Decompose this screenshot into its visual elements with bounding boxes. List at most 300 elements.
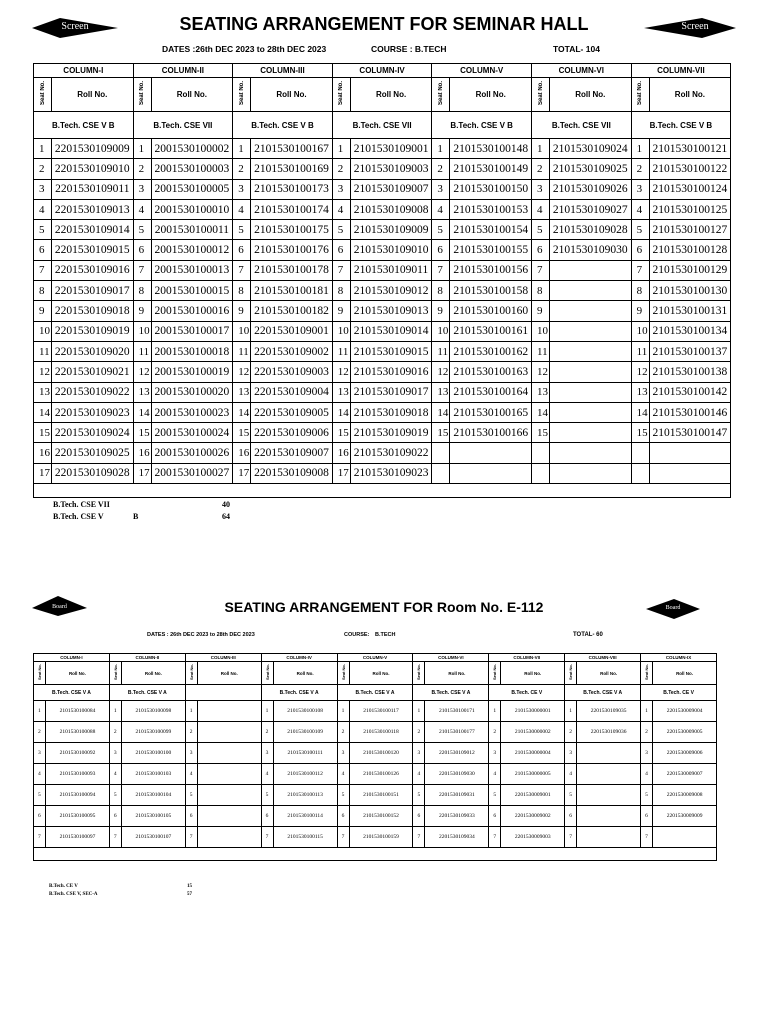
table-row: [34, 220, 731, 240]
roll-number-cell: [550, 402, 632, 422]
seat-no-header: [34, 78, 52, 112]
room-course-value: B.TECH: [375, 632, 396, 638]
roll-number-cell: 2101530100109: [273, 722, 337, 743]
roll-number-cell: 2101530100115: [273, 827, 337, 848]
roll-number-cell: [577, 743, 641, 764]
seat-number-cell: 10: [133, 321, 151, 341]
roll-number-cell: 2101530100156: [450, 260, 532, 280]
room-title: SEATING ARRANGEMENT FOR Room No. E-112: [224, 599, 544, 615]
seat-number-cell: 15: [133, 423, 151, 443]
seat-number-cell: 2: [185, 722, 197, 743]
roll-number-cell: [577, 764, 641, 785]
seat-number-cell: 3: [133, 179, 151, 199]
roll-number-cell: 2101530100128: [649, 240, 731, 260]
seat-number-cell: 11: [432, 341, 450, 361]
seat-no-label: Seat No.: [340, 664, 346, 681]
roll-number-cell: 2101530100134: [649, 321, 731, 341]
roll-number-cell: [197, 785, 261, 806]
seat-number-cell: 7: [109, 827, 121, 848]
seat-no-header: [432, 78, 450, 112]
seat-number-cell: 12: [631, 362, 649, 382]
roll-number-cell: [197, 764, 261, 785]
roll-no-header: Roll No.: [151, 78, 233, 112]
column-name-header: COLUMN-VI: [413, 654, 489, 662]
seat-number-cell: 10: [34, 321, 52, 341]
roll-number-cell: 2001530100017: [151, 321, 233, 341]
table-row: [34, 827, 717, 848]
hall-column-names-row: [34, 64, 731, 78]
seat-number-cell: 2: [641, 722, 653, 743]
roll-number-cell: 2101530109007: [350, 179, 432, 199]
seat-number-cell: 6: [565, 806, 577, 827]
seat-number-cell: 14: [34, 402, 52, 422]
seat-number-cell: 7: [532, 260, 550, 280]
roll-number-cell: [197, 827, 261, 848]
column-name-header: COLUMN-V: [432, 64, 532, 78]
roll-number-cell: 2201530109019: [52, 321, 134, 341]
roll-number-cell: 2101530109012: [350, 281, 432, 301]
seat-number-cell: 2: [34, 722, 46, 743]
section-label: B.Tech. CE V: [489, 685, 565, 701]
hall-summary: [53, 500, 253, 524]
seat-number-cell: 3: [34, 743, 46, 764]
seat-no-label: Seat No.: [637, 81, 644, 106]
roll-number-cell: 2201530109014: [52, 220, 134, 240]
seat-number-cell: 4: [413, 764, 425, 785]
seat-number-cell: 5: [185, 785, 197, 806]
seat-number-cell: 16: [233, 443, 251, 463]
roll-number-cell: [550, 382, 632, 402]
roll-number-cell: 2201530109021: [52, 362, 134, 382]
seat-no-header: [261, 662, 273, 685]
seat-no-header: [133, 78, 151, 112]
roll-number-cell: 2101530100151: [349, 785, 413, 806]
roll-number-cell: [450, 463, 532, 483]
roll-number-cell: [550, 321, 632, 341]
room-seating-table: [33, 653, 717, 861]
roll-number-cell: 2101530100126: [349, 764, 413, 785]
seat-number-cell: 2: [565, 722, 577, 743]
hall-seating-table: [33, 63, 731, 498]
seat-number-cell: 15: [332, 423, 350, 443]
roll-no-header: Roll No.: [577, 662, 641, 685]
table-row: [34, 321, 731, 341]
seat-number-cell: 7: [565, 827, 577, 848]
roll-number-cell: 2101530000001: [501, 701, 565, 722]
seat-number-cell: 3: [432, 179, 450, 199]
roll-number-cell: 2101530100146: [649, 402, 731, 422]
roll-number-cell: 2201530109008: [251, 463, 333, 483]
roll-no-header: Roll No.: [121, 662, 185, 685]
roll-no-header: Roll No.: [46, 662, 110, 685]
table-row: [34, 281, 731, 301]
seat-number-cell: 10: [233, 321, 251, 341]
summary-count: 15: [187, 884, 192, 889]
section-label: B.Tech. CSE V A: [109, 685, 185, 701]
room-summary-row-1: [49, 884, 209, 892]
table-row: [34, 301, 731, 321]
seat-number-cell: 14: [532, 402, 550, 422]
seat-number-cell: 4: [233, 199, 251, 219]
roll-number-cell: 2101530100131: [649, 301, 731, 321]
seat-number-cell: 2: [133, 159, 151, 179]
roll-number-cell: [550, 281, 632, 301]
seat-number-cell: 5: [641, 785, 653, 806]
roll-number-cell: 2201530109030: [425, 764, 489, 785]
roll-number-cell: 2101530100150: [450, 179, 532, 199]
roll-number-cell: [197, 722, 261, 743]
seat-number-cell: 7: [133, 260, 151, 280]
seat-number-cell: 15: [432, 423, 450, 443]
roll-number-cell: [550, 301, 632, 321]
roll-number-cell: 2201530109010: [52, 159, 134, 179]
roll-number-cell: [197, 743, 261, 764]
seat-number-cell: 17: [332, 463, 350, 483]
roll-number-cell: 2101530100099: [121, 722, 185, 743]
table-row: [34, 240, 731, 260]
seat-number-cell: 1: [34, 701, 46, 722]
roll-no-header: Roll No.: [653, 662, 717, 685]
roll-number-cell: 2101530100095: [46, 806, 110, 827]
roll-number-cell: 2101530109016: [350, 362, 432, 382]
seat-number-cell: 2: [432, 159, 450, 179]
summary-count: 57: [187, 892, 192, 897]
seat-number-cell: 4: [34, 764, 46, 785]
roll-number-cell: 2101530109014: [350, 321, 432, 341]
table-row: [34, 701, 717, 722]
seat-number-cell: [532, 463, 550, 483]
roll-number-cell: 2101530100181: [251, 281, 333, 301]
section-label: B.Tech. CSE V B: [233, 112, 333, 139]
seat-number-cell: 3: [532, 179, 550, 199]
room-section-row: [34, 685, 717, 701]
seat-number-cell: 3: [332, 179, 350, 199]
seat-number-cell: 11: [34, 341, 52, 361]
section-label: B.Tech. CSE V A: [337, 685, 413, 701]
section-label: [185, 685, 261, 701]
roll-number-cell: [450, 443, 532, 463]
seat-number-cell: 14: [332, 402, 350, 422]
seat-number-cell: 3: [337, 743, 349, 764]
hall-summary-row-1: [53, 500, 253, 512]
seat-number-cell: 6: [631, 240, 649, 260]
table-row: [34, 199, 731, 219]
roll-number-cell: 2201530109005: [251, 402, 333, 422]
roll-number-cell: [577, 806, 641, 827]
seat-number-cell: 13: [532, 382, 550, 402]
roll-number-cell: 2101530109013: [350, 301, 432, 321]
seat-number-cell: 3: [233, 179, 251, 199]
roll-number-cell: 2101530100177: [425, 722, 489, 743]
roll-number-cell: 2101530100174: [251, 199, 333, 219]
seat-number-cell: [432, 443, 450, 463]
seat-number-cell: 3: [34, 179, 52, 199]
roll-number-cell: 2201530109035: [577, 701, 641, 722]
seat-number-cell: 8: [34, 281, 52, 301]
seat-no-header: [332, 78, 350, 112]
seat-number-cell: 16: [34, 443, 52, 463]
seat-no-label: Seat No.: [112, 664, 118, 681]
roll-number-cell: 2201530109028: [52, 463, 134, 483]
seat-no-label: Seat No.: [537, 81, 544, 106]
table-row: [34, 341, 731, 361]
roll-number-cell: 2201530009001: [501, 785, 565, 806]
hall-course: COURSE : B.TECH: [371, 44, 447, 54]
seat-number-cell: 2: [261, 722, 273, 743]
seat-number-cell: 7: [332, 260, 350, 280]
seat-no-header: [532, 78, 550, 112]
roll-number-cell: 2101530100098: [121, 701, 185, 722]
hall-section-row: [34, 112, 731, 139]
roll-number-cell: 2101530100100: [121, 743, 185, 764]
roll-number-cell: 2101530100171: [425, 701, 489, 722]
seat-number-cell: [532, 443, 550, 463]
table-row: [34, 179, 731, 199]
seat-number-cell: 13: [133, 382, 151, 402]
seat-number-cell: 6: [261, 806, 273, 827]
roll-number-cell: 2101530100162: [450, 341, 532, 361]
seat-number-cell: 9: [133, 301, 151, 321]
roll-number-cell: 2101530109015: [350, 341, 432, 361]
roll-number-cell: 2101530100182: [251, 301, 333, 321]
roll-number-cell: 2101530100118: [349, 722, 413, 743]
roll-number-cell: 2001530100026: [151, 443, 233, 463]
seat-number-cell: 5: [337, 785, 349, 806]
seat-number-cell: 1: [631, 139, 649, 159]
roll-number-cell: 2101530109003: [350, 159, 432, 179]
table-row: [34, 159, 731, 179]
roll-number-cell: 2101530100166: [450, 423, 532, 443]
roll-no-header: Roll No.: [649, 78, 731, 112]
table-row: [34, 260, 731, 280]
seat-number-cell: 6: [337, 806, 349, 827]
roll-number-cell: [550, 463, 632, 483]
roll-no-header: Roll No.: [501, 662, 565, 685]
column-name-header: COLUMN-III: [233, 64, 333, 78]
seat-number-cell: 8: [532, 281, 550, 301]
seat-number-cell: 17: [133, 463, 151, 483]
roll-no-header: Roll No.: [550, 78, 632, 112]
roll-number-cell: 2001530100018: [151, 341, 233, 361]
hall-title: SEATING ARRANGEMENT FOR SEMINAR HALL: [179, 14, 589, 34]
seat-number-cell: 6: [532, 240, 550, 260]
seat-number-cell: 10: [432, 321, 450, 341]
roll-number-cell: 2101530100114: [273, 806, 337, 827]
seat-number-cell: 9: [631, 301, 649, 321]
roll-number-cell: 2001530100024: [151, 423, 233, 443]
seat-number-cell: 2: [34, 159, 52, 179]
roll-no-header: Roll No.: [197, 662, 261, 685]
roll-number-cell: 2201530109009: [52, 139, 134, 159]
seat-number-cell: [432, 463, 450, 483]
table-row: [34, 382, 731, 402]
seat-number-cell: 6: [109, 806, 121, 827]
roll-number-cell: 2101530100178: [251, 260, 333, 280]
roll-number-cell: 2201530109004: [251, 382, 333, 402]
seat-number-cell: 15: [34, 423, 52, 443]
roll-number-cell: 2101530100176: [251, 240, 333, 260]
table-row: [34, 362, 731, 382]
roll-number-cell: 2101530100165: [450, 402, 532, 422]
section-label: B.Tech. CSE V B: [631, 112, 731, 139]
roll-number-cell: 2101530109018: [350, 402, 432, 422]
summary-label: B.Tech. CSE VII: [53, 500, 110, 509]
seat-number-cell: 1: [332, 139, 350, 159]
table-row: [34, 806, 717, 827]
seat-number-cell: 7: [34, 827, 46, 848]
roll-number-cell: 2001530100023: [151, 402, 233, 422]
hall-subheader-row: [34, 78, 731, 112]
seat-number-cell: 1: [109, 701, 121, 722]
roll-number-cell: [197, 701, 261, 722]
roll-number-cell: 2101530100093: [46, 764, 110, 785]
seat-no-header: [233, 78, 251, 112]
seat-number-cell: 12: [233, 362, 251, 382]
roll-number-cell: 2101530100152: [349, 806, 413, 827]
roll-no-header: Roll No.: [349, 662, 413, 685]
roll-number-cell: 2001530100015: [151, 281, 233, 301]
roll-number-cell: 2101530100164: [450, 382, 532, 402]
roll-number-cell: 2101530100125: [649, 199, 731, 219]
roll-number-cell: [577, 827, 641, 848]
roll-number-cell: 2101530100094: [46, 785, 110, 806]
roll-number-cell: 2101530100103: [121, 764, 185, 785]
hall-total: TOTAL- 104: [553, 44, 600, 54]
section-label: B.Tech. CSE V A: [34, 685, 110, 701]
seat-no-header: [337, 662, 349, 685]
column-name-header: COLUMN-VI: [532, 64, 632, 78]
roll-no-header: Roll No.: [450, 78, 532, 112]
seat-number-cell: 6: [432, 240, 450, 260]
seat-number-cell: 4: [185, 764, 197, 785]
table-row: [34, 785, 717, 806]
seat-number-cell: 7: [432, 260, 450, 280]
roll-number-cell: 2101530100158: [450, 281, 532, 301]
seat-number-cell: 14: [432, 402, 450, 422]
seat-no-header: [641, 662, 653, 685]
seat-number-cell: 4: [532, 199, 550, 219]
roll-number-cell: [550, 443, 632, 463]
roll-number-cell: 2101530100153: [450, 199, 532, 219]
section-label: B.Tech. CE V: [641, 685, 717, 701]
table-row: [34, 463, 731, 483]
roll-number-cell: 2201530109011: [52, 179, 134, 199]
roll-number-cell: 2001530100002: [151, 139, 233, 159]
seat-number-cell: 2: [337, 722, 349, 743]
column-name-header: COLUMN-I: [34, 64, 134, 78]
column-name-header: COLUMN-V: [337, 654, 413, 662]
seat-number-cell: 13: [332, 382, 350, 402]
roll-number-cell: 2201530009009: [653, 806, 717, 827]
board-label-left: Board: [52, 604, 67, 610]
roll-number-cell: 2201530109036: [577, 722, 641, 743]
seat-number-cell: 5: [34, 785, 46, 806]
roll-number-cell: 2101530100160: [450, 301, 532, 321]
section-label: B.Tech. CSE V A: [413, 685, 489, 701]
section-label: B.Tech. CSE VII: [332, 112, 432, 139]
filler-cell: [34, 484, 731, 498]
seat-number-cell: 11: [133, 341, 151, 361]
seat-number-cell: 3: [631, 179, 649, 199]
seat-number-cell: 14: [631, 402, 649, 422]
roll-no-header: Roll No.: [52, 78, 134, 112]
roll-number-cell: 2101530100122: [649, 159, 731, 179]
seat-number-cell: 1: [432, 139, 450, 159]
roll-number-cell: 2101530109023: [350, 463, 432, 483]
seat-no-label: Seat No.: [139, 81, 146, 106]
roll-number-cell: 2201530109023: [52, 402, 134, 422]
seat-number-cell: 1: [133, 139, 151, 159]
summary-count: 64: [222, 512, 230, 521]
seat-no-label: Seat No.: [238, 81, 245, 106]
roll-number-cell: 2101530100121: [649, 139, 731, 159]
table-row: [34, 139, 731, 159]
room-summary: [49, 884, 209, 900]
table-row: [34, 402, 731, 422]
seat-number-cell: 12: [133, 362, 151, 382]
seat-number-cell: 12: [332, 362, 350, 382]
seat-number-cell: 6: [34, 240, 52, 260]
seat-number-cell: 1: [233, 139, 251, 159]
roll-number-cell: 2101530100155: [450, 240, 532, 260]
seat-number-cell: 7: [261, 827, 273, 848]
seat-number-cell: 2: [332, 159, 350, 179]
column-name-header: COLUMN-III: [185, 654, 261, 662]
seat-number-cell: 7: [489, 827, 501, 848]
seat-number-cell: 14: [133, 402, 151, 422]
seat-number-cell: 3: [565, 743, 577, 764]
column-name-header: COLUMN-II: [109, 654, 185, 662]
column-name-header: COLUMN-I: [34, 654, 110, 662]
seat-number-cell: 1: [565, 701, 577, 722]
seat-number-cell: 10: [631, 321, 649, 341]
seat-number-cell: 5: [34, 220, 52, 240]
roll-number-cell: 2101530100092: [46, 743, 110, 764]
section-label: B.Tech. CSE V B: [34, 112, 134, 139]
seat-number-cell: [631, 463, 649, 483]
roll-number-cell: 2101530109024: [550, 139, 632, 159]
roll-number-cell: 2101530109001: [350, 139, 432, 159]
roll-number-cell: 2201530109015: [52, 240, 134, 260]
roll-number-cell: 2201530109020: [52, 341, 134, 361]
seat-number-cell: 11: [332, 341, 350, 361]
seat-number-cell: 2: [233, 159, 251, 179]
roll-number-cell: 2101530109028: [550, 220, 632, 240]
seat-no-label: Seat No.: [188, 664, 194, 681]
roll-number-cell: 2101530100088: [46, 722, 110, 743]
seat-number-cell: 4: [34, 199, 52, 219]
seat-number-cell: 6: [489, 806, 501, 827]
seat-number-cell: 4: [337, 764, 349, 785]
seat-number-cell: 1: [413, 701, 425, 722]
column-name-header: COLUMN-VII: [489, 654, 565, 662]
roll-number-cell: 2001530100012: [151, 240, 233, 260]
seat-number-cell: 4: [261, 764, 273, 785]
seat-number-cell: 4: [641, 764, 653, 785]
seat-no-label: Seat No.: [39, 81, 46, 106]
roll-number-cell: 2201530109001: [251, 321, 333, 341]
seat-number-cell: 3: [261, 743, 273, 764]
roll-number-cell: 2101530100149: [450, 159, 532, 179]
seat-number-cell: 12: [532, 362, 550, 382]
roll-number-cell: 2001530100020: [151, 382, 233, 402]
room-total: TOTAL- 60: [573, 632, 603, 638]
table-row: [34, 764, 717, 785]
seat-number-cell: 5: [532, 220, 550, 240]
seat-no-label: Seat No.: [492, 664, 498, 681]
screen-label-left: Screen: [61, 21, 89, 32]
roll-number-cell: 2101530100113: [273, 785, 337, 806]
